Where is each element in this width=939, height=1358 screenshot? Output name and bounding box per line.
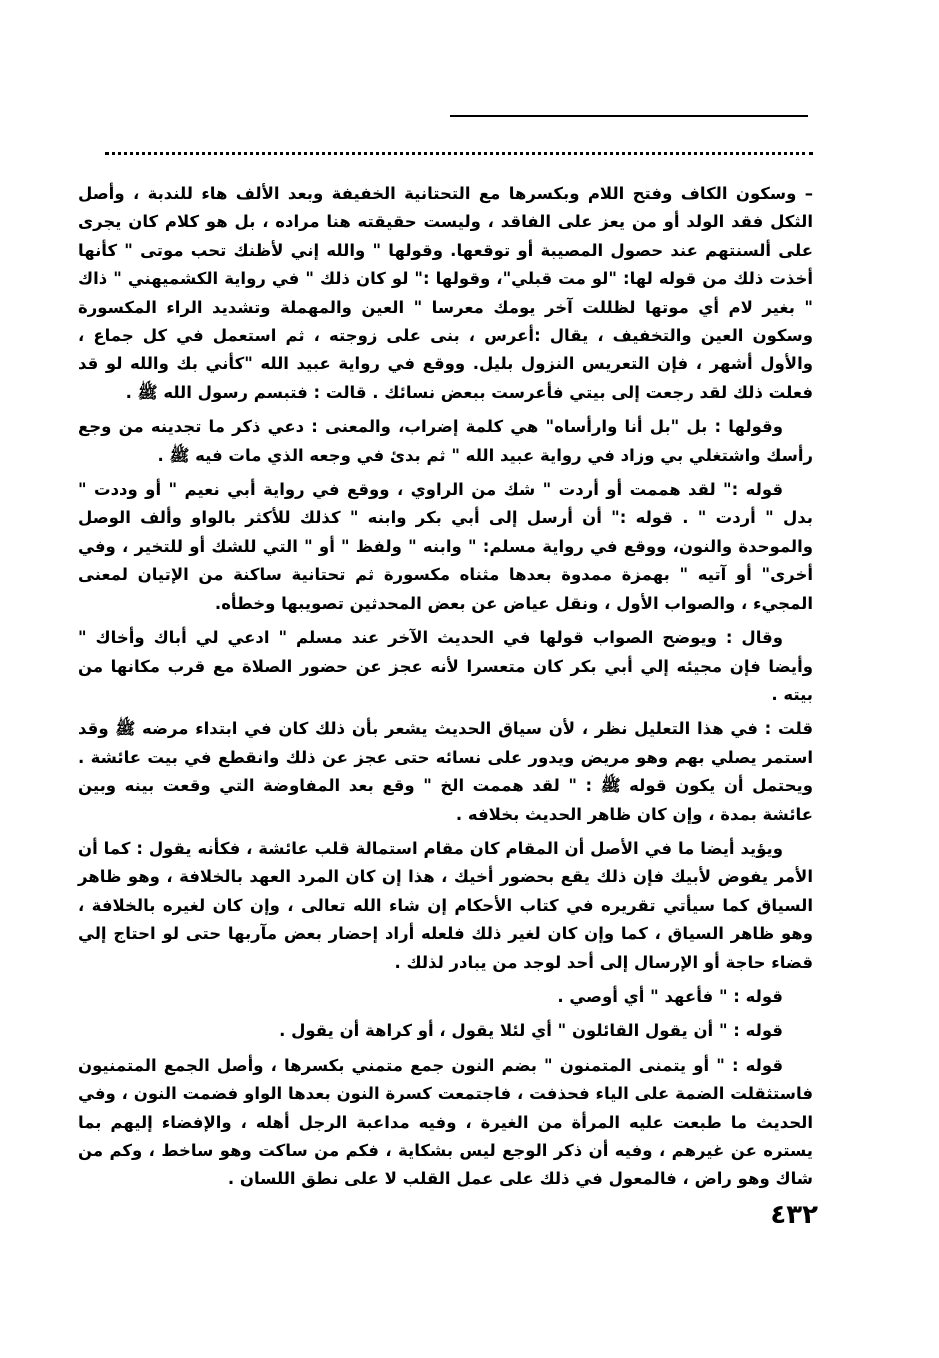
paragraph: قلت : في هذا التعليل نظر ، لأن سياق الحديث يشعر بأن ذلك كان في ابتداء مرضه ﷺ وقد استمر يصلي بهم وهو مريض ويدور على نسائه حتى عجز عن ذلك وانقطع في بيت عائشة . ويحتمل أن يكون قوله ﷺ : " لقد هممت الخ " وقع بعد المفاوضة التي وقعت بينه وبين عائشة بمدة ، وإن كان ظاهر الحديث بخلافه . xyxy=(78,719,813,824)
paragraph: قوله :" لقد هممت أو أردت " شك من الراوي ، ووقع في رواية أبي نعيم " أو وددت " بدل " أردت " . قوله :" أن أرسل إلى أبي بكر وابنه " كذلك للأكثر بالواو وألف الوصل والموحدة والنون، ووقع في رواية مسلم: " وابنه " ولفظ " أو " التي للشك أو للتخير ، وفي أخرى" أو آتيه " بهمزة ممدوة بعدها مثناه مكسورة ثم تحتانية ساكنة من الإتيان لمعنى المجيء ، والصواب الأول ، ونقل عياض عن بعض المحدثين تصويبها وخطأه. xyxy=(78,480,813,613)
paragraph: قوله : " أن يقول القائلون " أي لئلا يقول ، أو كراهة أن يقول . xyxy=(279,1021,783,1041)
paragraph: ويؤيد أيضا ما في الأصل أن المقام كان مقام استمالة قلب عائشة ، فكأنه يقول : كما أن الأمر يفوض لأبيك فإن ذلك يقع بحضور أخيك ، هذا إن كان المرد العهد بالخلافة ، وهو ظاهر السياق كما سيأتي تقريره في كتاب الأحكام إن شاء الله تعالى ، وإن كان لغيره بالخلافة ، وهو ظاهر السياق ، كما وإن كان لغير ذلك فلعله أراد إحضار بعض مآربها حتى لو احتاج إلي قضاء حاجة أو الإرسال إلى أحد لوجد من يبادر لذلك . xyxy=(78,838,813,972)
paragraph: وقال : ويوضح الصواب قولها في الحديث الآخر عند مسلم " ادعي لي أباك وأخاك " وأيضا فإن مجيئه إلي أبي بكر كان متعسرا لأنه عجز عن حضور الصلاة مع قرب مكانها من بيته . xyxy=(78,628,813,704)
footnote-separator xyxy=(105,152,813,155)
page-number: ٤٣٢ xyxy=(770,1200,818,1230)
paragraph: وقولها : بل "بل أنا وارأساه" هي كلمة إضراب، والمعنى : دعي ذكر ما تجدينه من وجع رأسك واشتغلي بي وزاد في رواية عبيد الله " ثم بدئ في وجعه الذي مات فيه ﷺ . xyxy=(78,417,813,465)
header-rule xyxy=(450,115,808,117)
paragraph: قوله : " فأعهد " أي أوصي . xyxy=(557,986,783,1006)
footnote-body xyxy=(78,180,813,1200)
paragraph: قوله : " أو يتمنى المتمنون " بضم النون جمع متمني بكسرها ، وأصل الجمع المتمنيون فاستثقلت الضمة على الياء فحذفت ، فاجتمعت كسرة النون بعدها الواو فضمت النون ، وفي الحديث ما طبعت عليه المرأة من الغيرة ، وفيه مداعبة الرجل أهله ، والإفضاء إليهم بما يستره عن غيرهم ، وفيه أن ذكر الوجع ليس بشكاية ، فكم من ساكت وهو ساخط ، وكم من شاك وهو راض ، فالمعول في ذلك على عمل القلب لا على نطق اللسان . xyxy=(78,1055,813,1189)
paragraph: – وسكون الكاف وفتح اللام وبكسرها مع التحتانية الخفيفة وبعد الألف هاء للندبة ، وأصل الثكل فقد الولد أو من يعز على الفاقد ، وليست حقيقته هنا مراده ، بل هو كلام كان يجرى على ألسنتهم عند حصول المصيبة أو توقعها. وقولها " والله إني لأظنك تحب موتى " كأنها أخذت ذلك من قوله لها: "لو مت قبلي"، وقولها :" لو كان ذلك " في رواية الكشميهني " ذاك " بغير لام أي موتها لظللت آخر يومك معرسا " العين والمهملة وتشديد الراء المكسورة وسكون العين والتخفيف ، يقال :أعرس ، بنى على زوجته ، ثم استعمل في كل جماع ، والأول أشهر ، فإن التعريس النزول بليل. ووقع في رواية عبيد الله "كأني بك والله لو قد فعلت ذلك لقد رجعت إلى بيتي فأعرست ببعض نسائك . قالت : فتبسم رسول الله ﷺ . xyxy=(78,184,813,402)
